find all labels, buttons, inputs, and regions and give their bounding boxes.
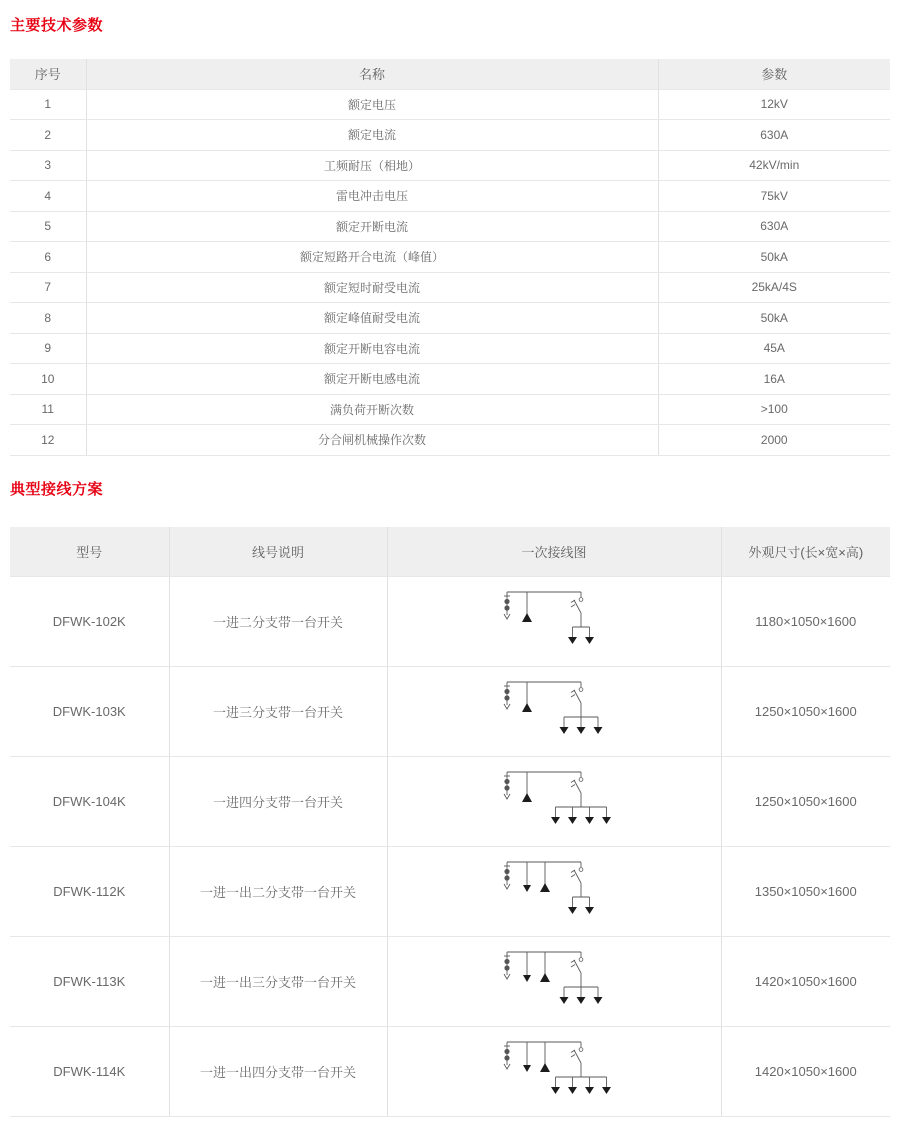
param-value-cell: 45A [658, 333, 890, 364]
wiring-schemes-table [10, 527, 890, 1118]
row-no-cell: 7 [10, 272, 86, 303]
param-value-cell: 50kA [658, 242, 890, 273]
row-no-cell: 1 [10, 89, 86, 120]
tech-params-table [10, 59, 890, 456]
single-line-diagram [392, 580, 717, 664]
param-value-cell: 630A [658, 211, 890, 242]
header-cell-name: 名称 [86, 59, 658, 89]
single-line-diagram [392, 1030, 717, 1114]
table-row [10, 242, 890, 273]
row-no-cell: 6 [10, 242, 86, 273]
table-row [10, 181, 890, 212]
diagram-cell [387, 667, 721, 757]
table-row [10, 120, 890, 151]
single-line-diagram [392, 940, 717, 1024]
param-name-cell: 分合闸机械操作次数 [86, 425, 658, 456]
table-row [10, 937, 890, 1027]
model-cell: DFWK-103K [10, 667, 169, 757]
header-cell-model: 型号 [10, 527, 169, 577]
wiring-schemes-header-row [10, 527, 890, 577]
param-value-cell: 16A [658, 364, 890, 395]
row-no-cell: 12 [10, 425, 86, 456]
table-row [10, 425, 890, 456]
table-row [10, 667, 890, 757]
param-name-cell: 额定开断电流 [86, 211, 658, 242]
single-line-diagram [392, 670, 717, 754]
size-cell: 1250×1050×1600 [721, 757, 890, 847]
param-name-cell: 雷电冲击电压 [86, 181, 658, 212]
param-value-cell: 42kV/min [658, 150, 890, 181]
table-row [10, 364, 890, 395]
single-line-diagram [392, 760, 717, 844]
single-line-diagram [392, 850, 717, 934]
diagram-cell [387, 577, 721, 667]
size-cell: 1350×1050×1600 [721, 847, 890, 937]
header-cell-no: 序号 [10, 59, 86, 89]
param-name-cell: 额定短路开合电流（峰值） [86, 242, 658, 273]
desc-cell: 一进二分支带一台开关 [169, 577, 387, 667]
size-cell: 1420×1050×1600 [721, 1027, 890, 1117]
row-no-cell: 3 [10, 150, 86, 181]
param-name-cell: 额定开断电感电流 [86, 364, 658, 395]
param-name-cell: 满负荷开断次数 [86, 394, 658, 425]
model-cell: DFWK-112K [10, 847, 169, 937]
tech-params-header-row [10, 59, 890, 89]
param-value-cell: 2000 [658, 425, 890, 456]
row-no-cell: 5 [10, 211, 86, 242]
table-row [10, 394, 890, 425]
size-cell: 1250×1050×1600 [721, 667, 890, 757]
table-row [10, 847, 890, 937]
row-no-cell: 9 [10, 333, 86, 364]
param-name-cell: 额定开断电容电流 [86, 333, 658, 364]
row-no-cell: 10 [10, 364, 86, 395]
model-cell: DFWK-104K [10, 757, 169, 847]
param-value-cell: 50kA [658, 303, 890, 334]
table-row [10, 333, 890, 364]
param-name-cell: 额定电压 [86, 89, 658, 120]
param-value-cell: 75kV [658, 181, 890, 212]
table-row [10, 303, 890, 334]
table-row [10, 1027, 890, 1117]
param-name-cell: 工频耐压（相地） [86, 150, 658, 181]
header-cell-size: 外观尺寸(长×宽×高) [721, 527, 890, 577]
size-cell: 1420×1050×1600 [721, 937, 890, 1027]
param-value-cell: >100 [658, 394, 890, 425]
desc-cell: 一进四分支带一台开关 [169, 757, 387, 847]
param-name-cell: 额定峰值耐受电流 [86, 303, 658, 334]
table-row [10, 272, 890, 303]
diagram-cell [387, 757, 721, 847]
section-title-tech-params: 主要技术参数 [10, 17, 104, 34]
model-cell: DFWK-102K [10, 577, 169, 667]
diagram-cell [387, 937, 721, 1027]
row-no-cell: 11 [10, 394, 86, 425]
table-row [10, 150, 890, 181]
header-cell-value: 参数 [658, 59, 890, 89]
section-title-wiring-schemes: 典型接线方案 [10, 480, 104, 498]
model-cell: DFWK-113K [10, 937, 169, 1027]
header-cell-desc: 线号说明 [169, 527, 387, 577]
diagram-cell [387, 1027, 721, 1117]
table-row [10, 211, 890, 242]
header-cell-diagram: 一次接线图 [387, 527, 721, 577]
table-row [10, 577, 890, 667]
model-cell: DFWK-114K [10, 1027, 169, 1117]
table-row [10, 757, 890, 847]
param-name-cell: 额定短时耐受电流 [86, 272, 658, 303]
diagram-cell [387, 847, 721, 937]
param-name-cell: 额定电流 [86, 120, 658, 151]
size-cell: 1180×1050×1600 [721, 577, 890, 667]
param-value-cell: 25kA/4S [658, 272, 890, 303]
param-value-cell: 12kV [658, 89, 890, 120]
desc-cell: 一进一出二分支带一台开关 [169, 847, 387, 937]
row-no-cell: 4 [10, 181, 86, 212]
param-value-cell: 630A [658, 120, 890, 151]
desc-cell: 一进三分支带一台开关 [169, 667, 387, 757]
row-no-cell: 2 [10, 120, 86, 151]
desc-cell: 一进一出三分支带一台开关 [169, 937, 387, 1027]
table-row [10, 89, 890, 120]
row-no-cell: 8 [10, 303, 86, 334]
desc-cell: 一进一出四分支带一台开关 [169, 1027, 387, 1117]
